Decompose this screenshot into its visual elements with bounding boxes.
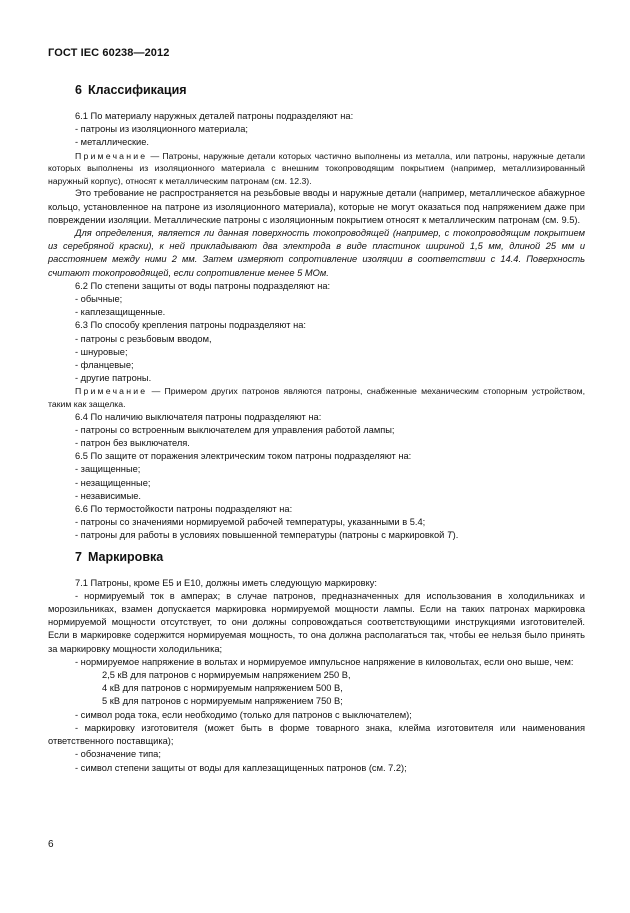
list-item: - незащищенные; — [75, 477, 151, 488]
document-body — [48, 72, 585, 775]
list-item: - обозначение типа; — [75, 749, 161, 760]
list-item: - патроны из изоляционного материала; — [75, 124, 248, 135]
list-item: - патрон без выключателя. — [75, 438, 190, 449]
list-item: - патроны со значениями нормируемой рабочей температуры, указанными в 5.4; — [75, 517, 426, 528]
paragraph: 6.3 По способу крепления патроны подразделяют на: — [75, 320, 307, 331]
list-item: - нормируемый ток в амперах; в случае патронов, предназначенных для использования в холодильниках и морозильниках, взамен допускается маркировка нормируемой мощности лампы. Если на таких патронах маркировка нормируемой мощности отсутствует, то они должны сопровождаться соответствующими инструкциями изготовителей. Если в маркировке содержится нормируемая мощность, то она должна располагаться так, чтобы ее нельзя было принять за маркировку мощности холодильника; — [48, 590, 585, 654]
paragraph: 6.1 По материалу наружных деталей патроны подразделяют на: — [75, 111, 354, 121]
document-header: ГОСТ IEC 60238—2012 — [48, 47, 170, 59]
section-7-heading: 7 Маркировка — [75, 549, 164, 564]
page-number: 6 — [48, 839, 54, 850]
list-item: - каплезащищенные. — [75, 307, 166, 318]
paragraph: Для определения, является ли данная поверхность токопроводящей (например, с токопроводящим покрытием из серебряной краски), к ней прикладывают два электрода в виде пластинок шириной 1,5 мм, длиной 25 мм и расстоянием между ними 2 мм. Затем измеряют сопротивление изоляции в соответствии с 14.4. Поверхность считают токопроводящей, если сопротивление менее 5 МОм. — [48, 228, 585, 278]
list-item: - другие патроны. — [75, 373, 152, 384]
paragraph: 6.6 По термостойкости патроны подразделяют на: — [75, 504, 293, 515]
note: Примечание — Патроны, наружные детали которых частично выполнены из металла, или патроны, наружные детали которых выполнены из изоляционного материала с внешним токопроводящим покрытием (например, металлизированный наружный корпус), относят к металлическим патронам (см. 12.3). — [48, 150, 585, 186]
list-item: - обычные; — [75, 294, 123, 305]
list-item: 2,5 кВ для патронов с нормируемым напряжением 250 В, — [102, 670, 351, 681]
paragraph: 6.5 По защите от поражения электрическим током патроны подразделяют на: — [75, 451, 412, 462]
list-item: - нормируемое напряжение в вольтах и нормируемое импульсное напряжение в киловольтах, если оно выше, чем: — [75, 656, 574, 667]
list-item: - фланцевые; — [75, 360, 134, 371]
list-item: - защищенные; — [75, 464, 141, 475]
section-6-heading: 6 Классификация — [75, 83, 187, 97]
list-item: - символ степени защиты от воды для каплезащищенных патронов (см. 7.2); — [75, 762, 407, 773]
paragraph: 6.4 По наличию выключателя патроны подразделяют на: — [75, 411, 322, 422]
list-item: - маркировку изготовителя (может быть в форме товарного знака, клейма изготовителя или наименования ответственного поставщика); — [48, 722, 585, 747]
list-item: 5 кВ для патронов с нормируемым напряжением 750 В; — [102, 696, 343, 707]
list-item: - патроны со встроенным выключателем для управления работой лампы; — [75, 424, 395, 435]
paragraph: 7.1 Патроны, кроме Е5 и Е10, должны иметь следующую маркировку: — [75, 577, 378, 588]
list-item: 4 кВ для патронов с нормируемым напряжением 500 В, — [102, 683, 343, 694]
list-item: - символ рода тока, если необходимо (только для патронов с выключателем); — [75, 709, 412, 720]
list-item: - шнуровые; — [75, 346, 128, 357]
note: Примечание — Примером других патронов являются патроны, снабженные механическим стопорным устройством, таким как защелка. — [48, 386, 585, 410]
list-item: - независимые. — [75, 490, 142, 501]
list-item: - металлические. — [75, 137, 149, 148]
list-item: - патроны с резьбовым вводом, — [75, 333, 212, 344]
list-item: - патроны для работы в условиях повышенной температуры (патроны с маркировкой T). — [75, 530, 459, 541]
paragraph: Это требование не распространяется на резьбовые вводы и наружные детали (например, металлическое абажурное кольцо, установленное на патроне из изоляционного материала), которые не могут оказаться под напряжением даже при повреждении изоляции. Металлические патроны с изоляционным покрытием относят к металлическим патронам (см. 9.5). — [48, 188, 585, 225]
paragraph: 6.2 По степени защиты от воды патроны подразделяют на: — [75, 280, 331, 291]
